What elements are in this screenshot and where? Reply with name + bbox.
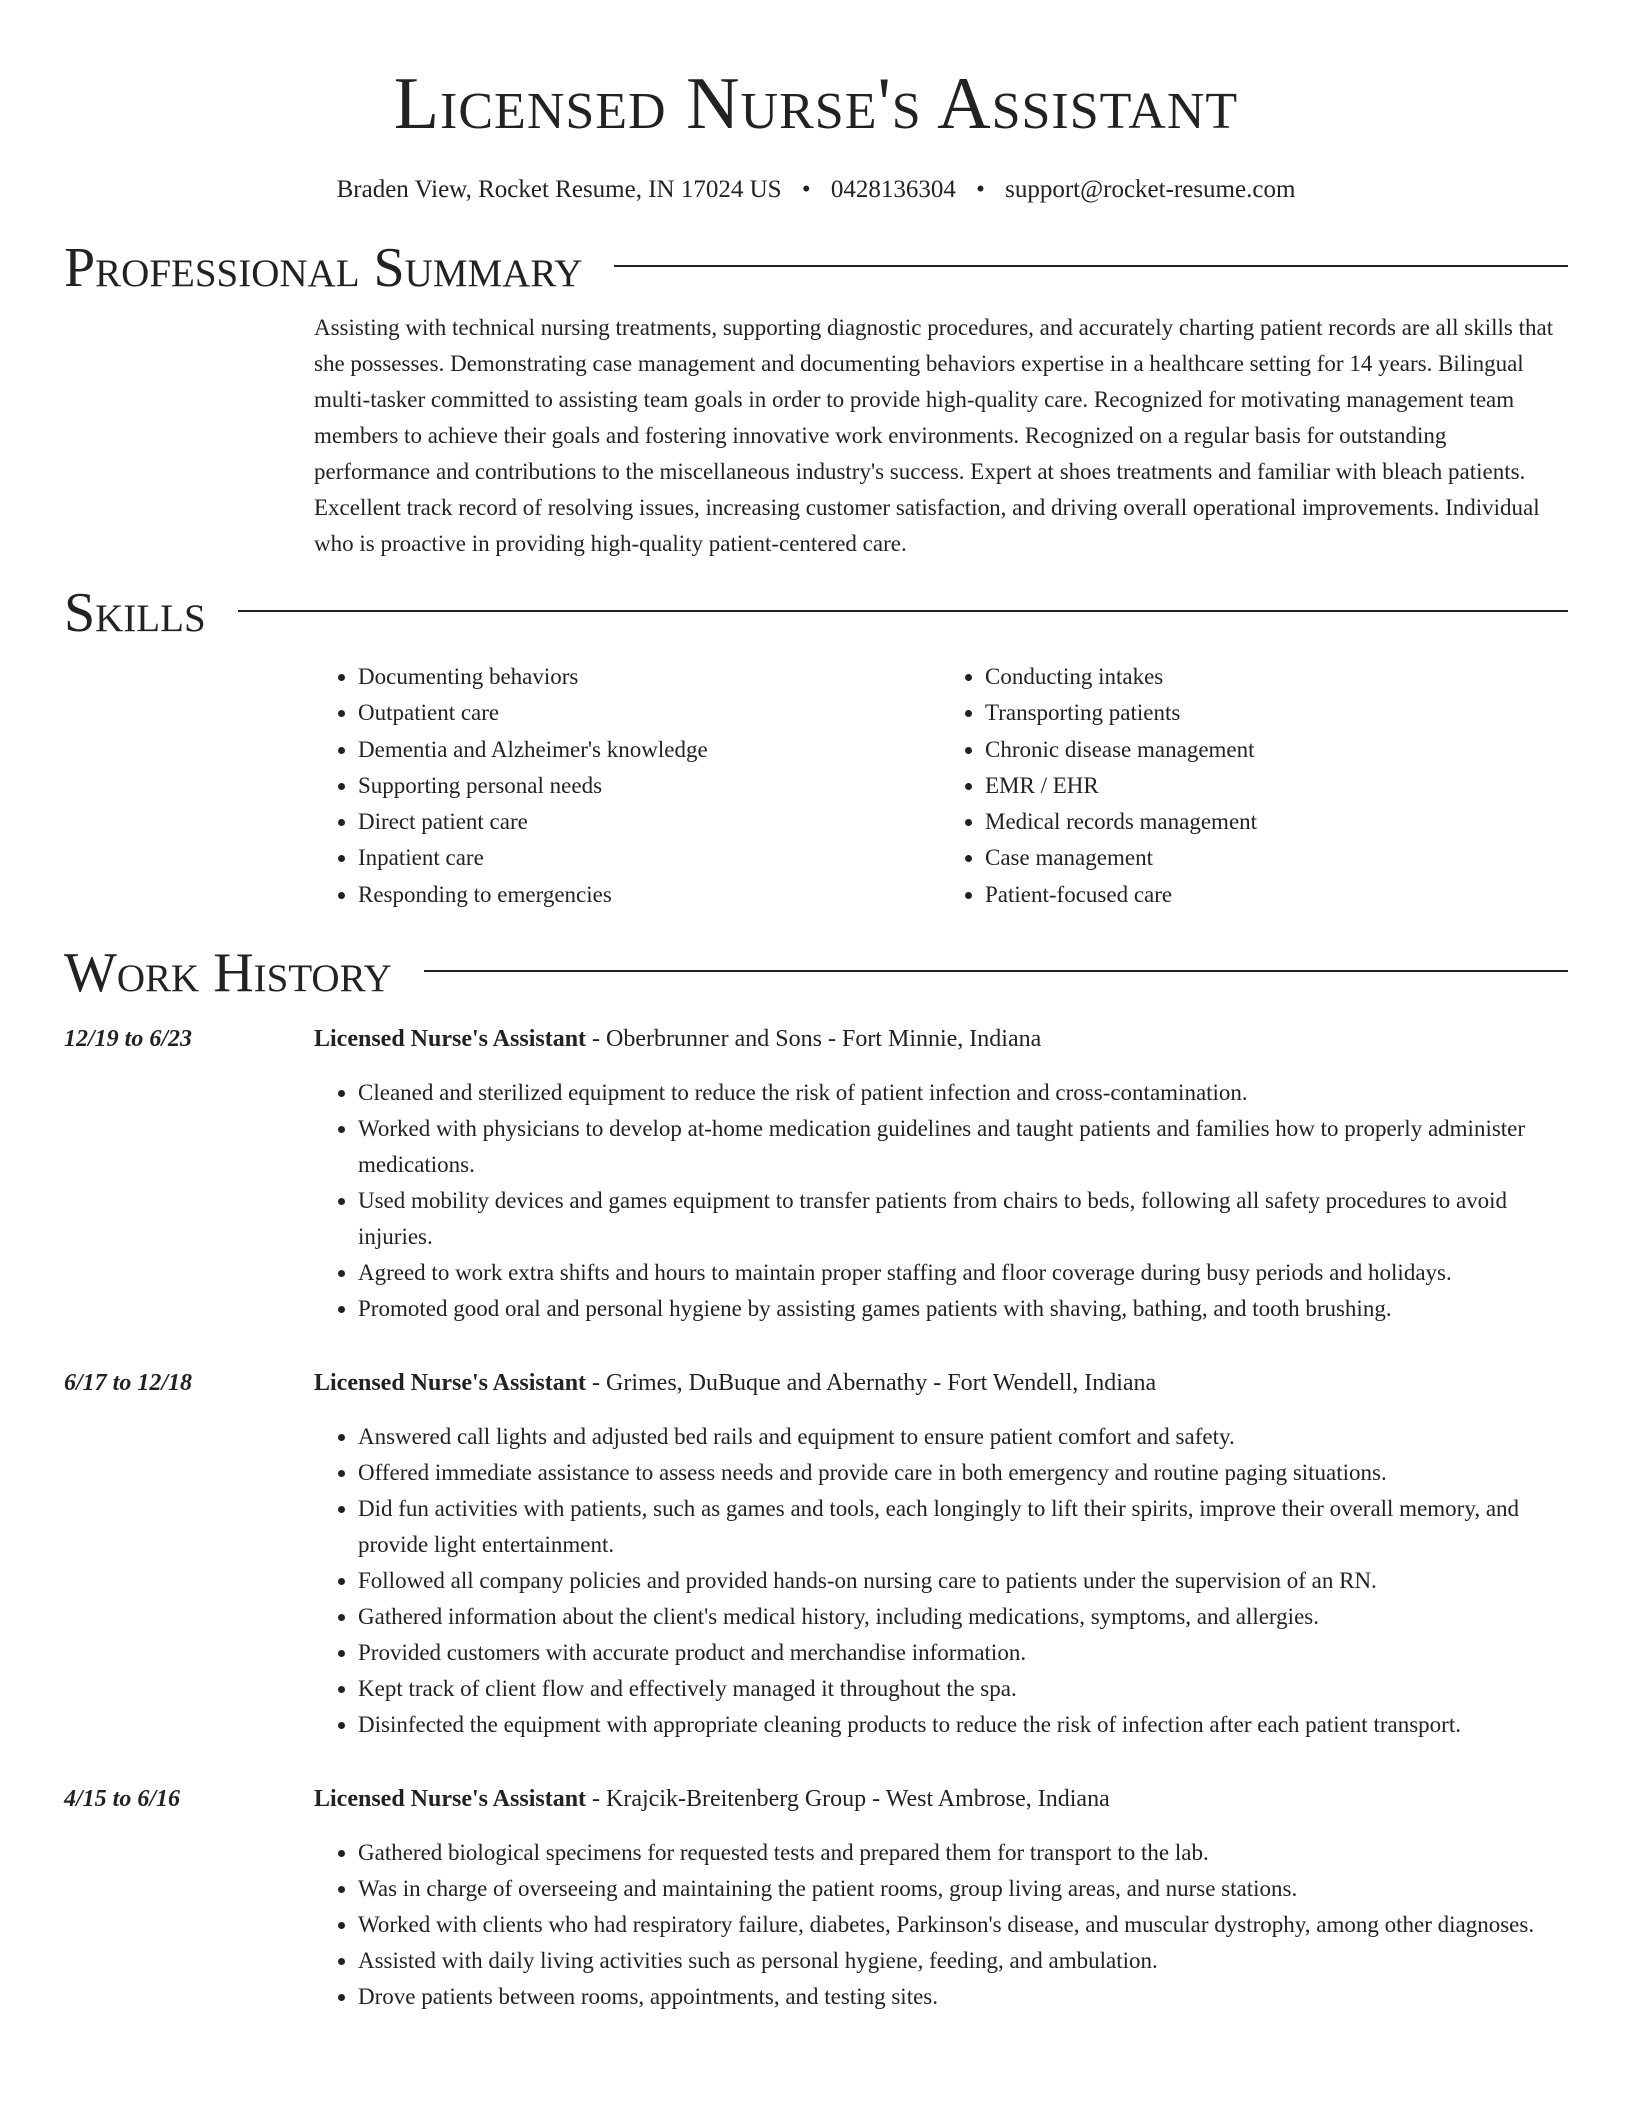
resume-page [64,0,1568,2015]
job-bullet: • Drove patients between rooms, appointments, and testing sites. [358,1979,1568,2015]
skills-section-header [64,581,1568,645]
skills-list-left [314,659,941,913]
skills-heading: Skills [64,582,206,644]
skill-item: • Responding to emergencies [358,877,941,913]
job-bullet: • Followed all company policies and provided hands-on nursing care to patients under the supervision of an RN. [358,1563,1568,1599]
job-dates: 12/19 to 6/23 [64,1026,193,1053]
job-employer: - Krajcik-Breitenberg Group - West Ambrose, Indiana [586,1786,1110,1813]
job-bullet: • Answered call lights and adjusted bed rails and equipment to ensure patient comfort and safety. [358,1419,1568,1455]
work-heading: Work History [64,942,392,1005]
skill-item: • Outpatient care [358,695,941,731]
job-bullet: • Did fun activities with patients, such as games and tools, each longingly to lift their spirits, improve their overall memory, and provide light entertainment. [358,1491,1568,1563]
skill-item: • Dementia and Alzheimer's knowledge [358,732,941,768]
summary-section-header [64,236,1568,300]
skill-item: • Transporting patients [985,695,1568,731]
job-details [314,1021,1568,1327]
job-bullet: • Disinfected the equipment with appropriate cleaning products to reduce the risk of infection after each patient transport. [358,1707,1568,1743]
contact-separator: • [801,176,811,203]
summary-heading: Professional Summary [64,237,583,299]
skill-item: • EMR / EHR [985,768,1568,804]
job-bullet: • Assisted with daily living activities such as personal hygiene, feeding, and ambulation. [358,1943,1568,1979]
job-title: Licensed Nurse's Assistant [314,1026,587,1053]
skill-item: • Inpatient care [358,840,941,876]
skill-item: • Direct patient care [358,804,941,840]
contact-phone: 0428136304 [830,176,956,203]
job-bullets [314,1835,1568,2015]
section-divider [238,610,1568,612]
contact-line [64,174,1568,206]
section-divider [614,265,1568,267]
contact-address: Braden View, Rocket Resume, IN 17024 US [336,176,782,203]
job-bullet: • Provided customers with accurate product and merchandise information. [358,1635,1568,1671]
job-employer: - Oberbrunner and Sons - Fort Minnie, Indiana [586,1026,1042,1053]
job-bullet: • Agreed to work extra shifts and hours to maintain proper staffing and floor coverage during busy periods and holidays. [358,1255,1568,1291]
job-heading [314,1021,1568,1057]
job-bullet: • Promoted good oral and personal hygiene by assisting games patients with shaving, bathing, and tooth brushing. [358,1291,1568,1327]
job-title: Licensed Nurse's Assistant [314,1370,587,1397]
skill-item: • Patient-focused care [985,877,1568,913]
skill-item: • Supporting personal needs [358,768,941,804]
skill-item: • Case management [985,840,1568,876]
job-entry [64,1021,1568,1327]
job-bullet: • Used mobility devices and games equipment to transfer patients from chairs to beds, following all safety procedures to avoid injuries. [358,1183,1568,1255]
job-bullet: • Gathered information about the client's medical history, including medications, symptoms, and allergies. [358,1599,1568,1635]
job-dates: 4/15 to 6/16 [64,1786,181,1813]
skills-list-right [941,659,1568,913]
job-details [314,1365,1568,1743]
skill-item: • Medical records management [985,804,1568,840]
contact-email: support@rocket-resume.com [1005,176,1296,203]
job-bullets [314,1075,1568,1327]
job-bullet: • Was in charge of overseeing and maintaining the patient rooms, group living areas, and nurse stations. [358,1871,1568,1907]
work-history-list [64,1021,1568,2015]
contact-separator: • [976,176,985,203]
job-details [314,1781,1568,2015]
job-bullet: • Cleaned and sterilized equipment to reduce the risk of patient infection and cross-contamination. [358,1075,1568,1111]
job-bullet: • Offered immediate assistance to assess needs and provide care in both emergency and routine paging situations. [358,1455,1568,1491]
job-bullet: • Gathered biological specimens for requested tests and prepared them for transport to the lab. [358,1835,1568,1871]
job-entry [64,1365,1568,1743]
job-entry [64,1781,1568,2015]
summary-text: Assisting with technical nursing treatments, supporting diagnostic procedures, and accurately charting patient records are all skills that she possesses. Demonstrating case management and documenting behaviors expertise in a healthcare setting for 14 years. Bilingual multi-tasker committed to assisting team goals in order to provide high-quality care. Recognized for motivating management team members to achieve their goals and fostering innovative work environments. Recognized on a regular basis for outstanding performance and contributions to the miscellaneous industry's success. Expert at shoes treatments and familiar with bleach patients. Excellent track record of resolving issues, increasing customer satisfaction, and driving overall operational improvements. Individual who is proactive in providing high-quality patient-centered care. [314,315,1554,556]
job-bullet: • Kept track of client flow and effectively managed it throughout the spa. [358,1671,1568,1707]
section-divider [424,970,1568,972]
job-heading [314,1781,1568,1817]
resume-name: Licensed Nurse's Assistant [393,63,1239,145]
skill-item: • Chronic disease management [985,732,1568,768]
job-bullets [314,1419,1568,1743]
job-bullet: • Worked with clients who had respiratory failure, diabetes, Parkinson's disease, and muscular dystrophy, among other diagnoses. [358,1907,1568,1943]
job-heading [314,1365,1568,1401]
job-bullet: • Worked with physicians to develop at-home medication guidelines and taught patients and families how to properly administer medications. [358,1111,1568,1183]
job-employer: - Grimes, DuBuque and Abernathy - Fort Wendell, Indiana [586,1370,1157,1397]
skill-item: • Documenting behaviors [358,659,941,695]
skills-section [314,659,1568,913]
job-title: Licensed Nurse's Assistant [314,1786,587,1813]
summary-section [314,310,1568,562]
skill-item: • Conducting intakes [985,659,1568,695]
job-dates: 6/17 to 12/18 [64,1370,193,1397]
work-section-header [64,941,1568,1005]
